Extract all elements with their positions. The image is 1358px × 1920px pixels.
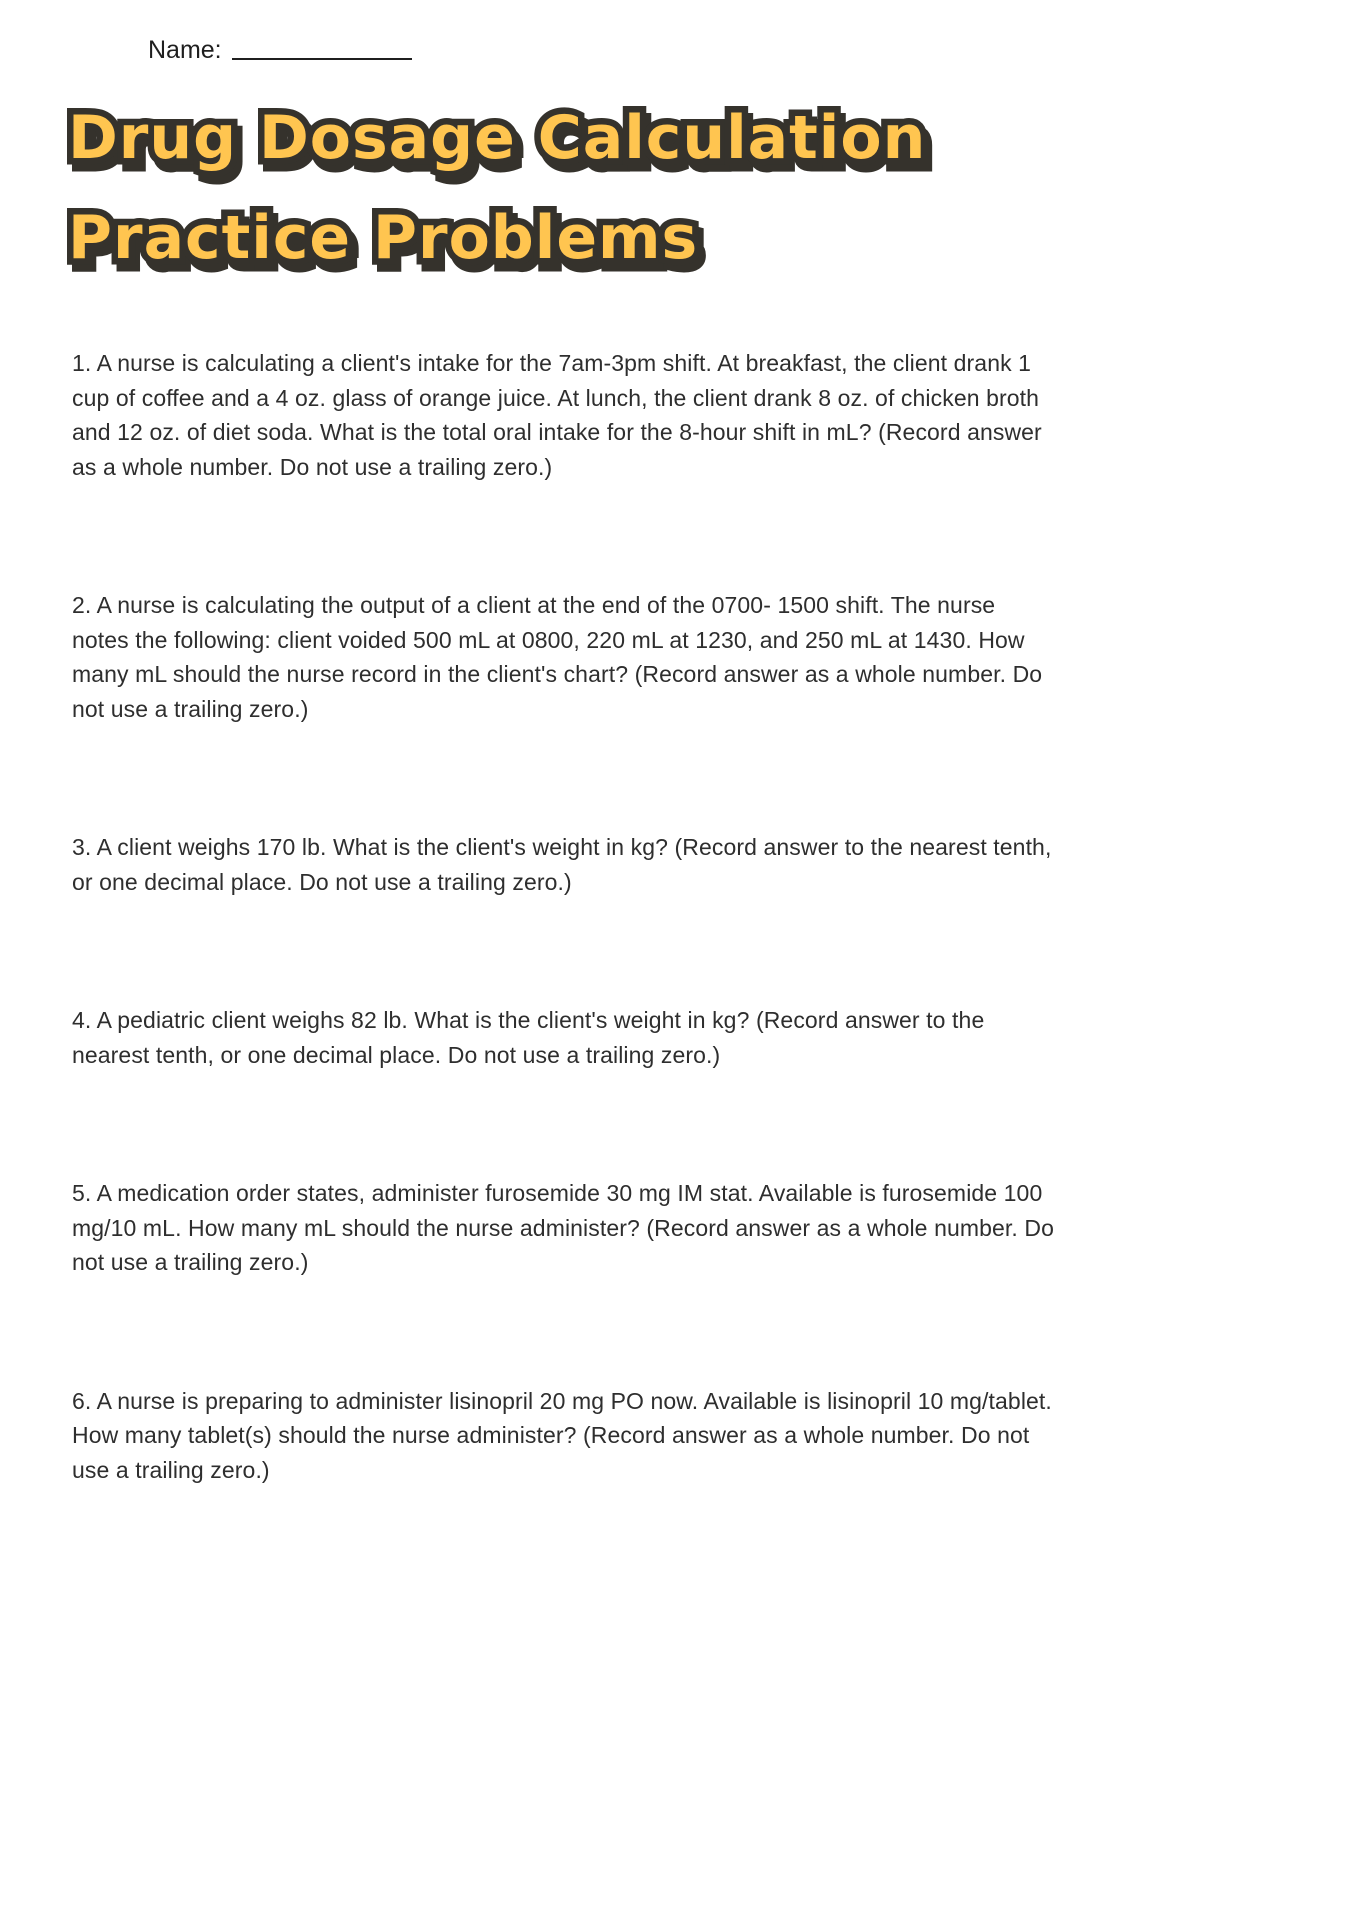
problem-1: 1. A nurse is calculating a client's intake for the 7am-3pm shift. At breakfast, the client drank 1 cup of coffee and a 4 oz. glass of orange juice. At lunch, the client drank 8 oz. of chicken broth and 12 oz. of diet soda. What is the total oral intake for the 8-hour shift in mL? (Record answer as a whole number. Do not use a trailing zero.) bbox=[72, 350, 1042, 480]
problem-5: 5. A medication order states, administer furosemide 30 mg IM stat. Available is furosemide 100 mg/10 mL. How many mL should the nurse administer? (Record answer as a whole number. Do not use a trailing zero.) bbox=[72, 1180, 1054, 1275]
name-blank-line bbox=[232, 38, 412, 60]
title-line-2: Practice Problems Practice Problems Practice Problems bbox=[68, 196, 698, 280]
problem-6: 6. A nurse is preparing to administer lisinopril 20 mg PO now. Available is lisinopril 10 mg/tablet. How many tablet(s) should the nurse administer? (Record answer as a whole number. Do not use a trailing zero.) bbox=[72, 1387, 1052, 1483]
problem-2: 2. A nurse is calculating the output of a client at the end of the 0700- 1500 shift. The nurse notes the following: client voided 500 mL at 0800, 220 mL at 1230, and 250 mL at 1430. How many mL should the nurse record in the client's chart? (Record answer as a whole number. Do not use a trailing zero.) bbox=[72, 592, 1043, 722]
problem-3: 3. A client weighs 170 lb. What is the client's weight in kg? (Record answer to the nearest tenth, or one decimal place. Do not use a trailing zero.) bbox=[72, 834, 1052, 895]
title-line-1: Drug Dosage Calculation Drug Dosage Calculation Drug Dosage Calculation bbox=[68, 96, 926, 180]
name-row bbox=[148, 36, 1358, 72]
worksheet-title bbox=[68, 96, 1358, 296]
problem-4: 4. A pediatric client weighs 82 lb. What is the client's weight in kg? (Record answer to the nearest tenth, or one decimal place. Do not use a trailing zero.) bbox=[72, 1007, 985, 1068]
name-label: Name: bbox=[148, 36, 222, 64]
problem-list bbox=[72, 346, 1057, 1487]
